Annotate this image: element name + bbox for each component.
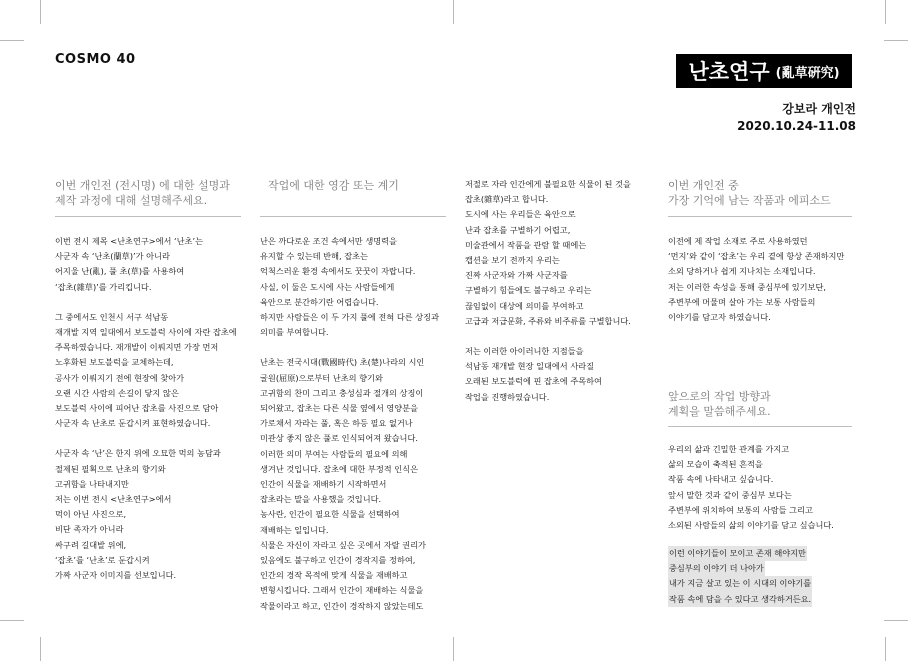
- text-line: 주변부에 머물며 살아 가는 보통 사람들의: [668, 296, 816, 307]
- text-line: 사군자 속 ‘난초(蘭草)’가 아니라: [55, 251, 170, 262]
- text-line: 오랜 시간 사람의 손길이 닿지 않은: [55, 387, 179, 398]
- exhibition-dates: 2020.10.24-11.08: [737, 119, 856, 133]
- text-line: 어지울 난(亂), 풀 초(草)를 사용하여: [55, 266, 185, 277]
- text-line: 난은 까다로운 조건 속에서만 생명력을: [260, 236, 397, 246]
- text-line: 미술관에서 작품을 관람 할 때에는: [465, 239, 587, 250]
- text-line: 공사가 이뤄지기 전에 현장에 찾아가: [55, 372, 185, 383]
- heading-line: 제작 과정에 대해 설명해주세요.: [55, 194, 208, 207]
- text-line: 하지만 사람들은 이 두 가지 풀에 전혀 다른 상징과: [260, 312, 440, 323]
- divider: [260, 216, 446, 217]
- text-line: 작품 속에 나타내고 싶습니다.: [668, 474, 774, 485]
- crop-mark: [453, 637, 454, 661]
- text-line: ‘잡초(雜草)’를 가리킵니다.: [55, 281, 152, 292]
- text-line: 이전에 제 작업 소재로 주로 사용하였던: [668, 236, 808, 246]
- text-line: ‘먼지’와 같이 ‘잡초’는 우리 곁에 항상 존재하지만: [668, 251, 845, 262]
- text-line: 주변부에 위치하여 보통의 사람들 그리고: [668, 504, 813, 515]
- answer-4-highlighted: [668, 546, 812, 607]
- heading-line: 이번 개인전 (전시명) 에 대한 설명과: [55, 179, 230, 192]
- text-line: 이야기를 담고자 하였습니다.: [668, 312, 771, 323]
- divider: [668, 216, 852, 217]
- text-line: 인간의 경작 목적에 맞게 식물을 재배하고: [260, 570, 408, 581]
- answer-3: [668, 234, 844, 325]
- answer-2-continued: [465, 177, 631, 405]
- text-line: 유지할 수 있는데 반해, 잡초는: [260, 251, 368, 262]
- question-1-heading: [55, 178, 230, 208]
- crop-mark: [885, 637, 886, 661]
- text-line: 절제된 필획으로 난초의 향기와: [55, 463, 166, 474]
- highlighted-line: 이런 이야기들이 모이고 존재 해야지만: [668, 546, 807, 561]
- text-line: 가로채서 자라는 풀, 혹은 하등 필요 없거나: [260, 418, 413, 429]
- exhibition-title: [676, 54, 852, 88]
- text-line: 저는 이번 전시 <난초연구>에서: [55, 494, 172, 505]
- text-line: 이번 전시 제목 <난초연구>에서 ‘난초’는: [55, 236, 203, 246]
- text-line: 석남동 재개발 현장 일대에서 사라질: [465, 361, 595, 372]
- text-line: 재배하는 일입니다.: [260, 524, 329, 535]
- text-line: 저는 이러한 아이러니한 지점들을: [465, 346, 584, 357]
- text-line: 이러한 의미 부여는 사람들의 필요에 의해: [260, 448, 408, 459]
- text-line: 앞서 말한 것과 같이 중심부 보다는: [668, 489, 792, 500]
- text-line: 삶의 모습이 축적된 흔적을: [668, 459, 763, 470]
- text-line: 잡초라는 말을 사용했을 것입니다.: [260, 494, 382, 505]
- crop-mark: [884, 40, 908, 41]
- text-line: 끊임없이 대상에 의미를 부여하고: [465, 300, 584, 311]
- highlighted-line: 작품 속에 담을 수 있다고 생각하거든요.: [668, 592, 812, 607]
- crop-mark: [0, 620, 24, 621]
- text-line: 잡초(雜草)라고 합니다.: [465, 194, 549, 205]
- text-line: 보도블럭 사이에 피어난 잡초를 사진으로 담아: [55, 403, 219, 414]
- text-line: 난초는 전국시대(戰國時代) 초(楚)나라의 시인: [260, 357, 425, 368]
- text-line: 억척스러운 환경 속에서도 꿋꿋이 자랍니다.: [260, 266, 416, 277]
- answer-1: [55, 234, 237, 583]
- text-line: 변형시킵니다. 그래서 인간이 재배하는 식물을: [260, 585, 424, 596]
- artist-line: 강보라 개인전: [782, 102, 856, 116]
- text-line: 생겨난 것입니다. 잡초에 대한 부정적 인식은: [260, 463, 418, 474]
- text-line: 의미를 부여합니다.: [260, 327, 329, 338]
- answer-2: [260, 234, 439, 614]
- text-line: 고귀함을 나타내지만: [55, 478, 129, 489]
- text-line: 작물이라고 하고, 인간이 경작하지 않았는데도: [260, 600, 424, 611]
- text-line: 고귀함의 찬미 그리고 충성심과 절개의 상징이: [260, 387, 424, 398]
- question-4-heading: [668, 389, 771, 419]
- text-line: 먹이 아닌 사진으로,: [55, 509, 127, 520]
- text-line: 소외 당하거나 쉽게 지나치는 소재입니다.: [668, 266, 816, 277]
- text-line: 인간이 식물을 재배하기 시작하면서: [260, 479, 387, 490]
- text-line: 되어왔고, 잡초는 다른 식물 옆에서 영양분을: [260, 403, 418, 414]
- text-line: 그 중에서도 인천시 서구 석남동: [55, 311, 169, 322]
- text-line: 저절로 자라 인간에게 불필요한 식물이 된 것을: [465, 179, 631, 189]
- text-line: 농사란, 인간이 필요한 식물을 선택하여: [260, 509, 400, 520]
- text-line: 가짜 사군자 이미지를 선보입니다.: [55, 570, 177, 581]
- text-line: 우리의 삶과 긴밀한 관계를 가지고: [668, 444, 790, 454]
- text-line: 싸구려 길대발 위에,: [55, 539, 127, 550]
- text-line: 진짜 사군자와 가짜 사군자를: [465, 270, 568, 281]
- text-line: 굴원(屈原)으로부터 난초의 향기와: [260, 372, 383, 383]
- heading-line: 계획을 말씀해주세요.: [668, 405, 771, 418]
- brand-name: COSMO 40: [55, 52, 136, 67]
- text-line: ‘잡초’를 ‘난초’로 둔갑시켜: [55, 554, 150, 565]
- text-line: 노후화된 보도블럭을 교체하는데,: [55, 357, 174, 368]
- crop-mark: [885, 0, 886, 24]
- text-line: 육안으로 분간하기란 어렵습니다.: [260, 296, 379, 307]
- heading-line: 가장 기억에 남는 작품과 에피소드: [668, 194, 831, 207]
- text-line: 사군자 속 ‘난’은 한지 위에 오묘한 먹의 농담과: [55, 448, 221, 459]
- crop-mark: [0, 40, 24, 41]
- title-sub: (亂草硏究): [775, 65, 840, 81]
- text-line: 재개발 지역 일대에서 보도블럭 사이에 자란 잡초에: [55, 327, 237, 338]
- crop-mark: [884, 620, 908, 621]
- crop-mark: [40, 637, 41, 661]
- text-line: 구별하기 힘들에도 불구하고 우리는: [465, 285, 592, 296]
- heading-line: 작업에 대한 영감 또는 계기: [268, 179, 399, 192]
- text-line: 고급과 저급문화, 주류와 비주류를 구별합니다.: [465, 315, 631, 326]
- text-line: 식물은 자신이 자라고 싶은 곳에서 자랄 권리가: [260, 539, 426, 550]
- text-line: 작업을 진행하였습니다.: [465, 391, 550, 402]
- answer-4: [668, 442, 834, 533]
- text-line: 도시에 사는 우리들은 육안으로: [465, 209, 576, 220]
- heading-line: 이번 개인전 중: [668, 179, 739, 192]
- text-line: 캡션을 보기 전까지 우리는: [465, 255, 560, 266]
- question-3-heading: [668, 178, 831, 208]
- text-line: 주목하였습니다. 재개발이 이뤄지면 가장 먼저: [55, 342, 219, 353]
- highlighted-line: 내가 지금 살고 있는 이 시대의 이야기를: [668, 576, 812, 591]
- text-line: 난과 잡초를 구별하기 어렵고,: [465, 224, 571, 235]
- crop-mark: [40, 0, 41, 24]
- text-line: 저는 이러한 속성을 통해 중심부에 있기보단,: [668, 281, 826, 292]
- text-line: 사실, 이 둘은 도시에 사는 사람들에게: [260, 281, 395, 292]
- text-line: 오래된 보도블럭에 핀 잡초에 주목하여: [465, 376, 602, 387]
- text-line: 사군자 속 난초로 둔갑시켜 표현하였습니다.: [55, 418, 211, 429]
- divider: [55, 216, 241, 217]
- highlighted-line: 중심부의 이야기 더 나아가: [668, 561, 765, 576]
- text-line: 비단 족자가 아니라: [55, 524, 124, 535]
- text-line: 있음에도 불구하고 인간이 경작지를 정하여,: [260, 555, 416, 566]
- divider: [668, 426, 852, 427]
- question-2-heading: [268, 178, 399, 193]
- text-line: 미관상 좋지 않은 풀로 인식되어져 왔습니다.: [260, 433, 418, 444]
- crop-mark: [453, 0, 454, 24]
- text-line: 소외된 사람들의 삶의 이야기를 담고 싶습니다.: [668, 520, 834, 531]
- heading-line: 앞으로의 작업 방향과: [668, 390, 771, 403]
- title-main: 난초연구: [688, 60, 770, 84]
